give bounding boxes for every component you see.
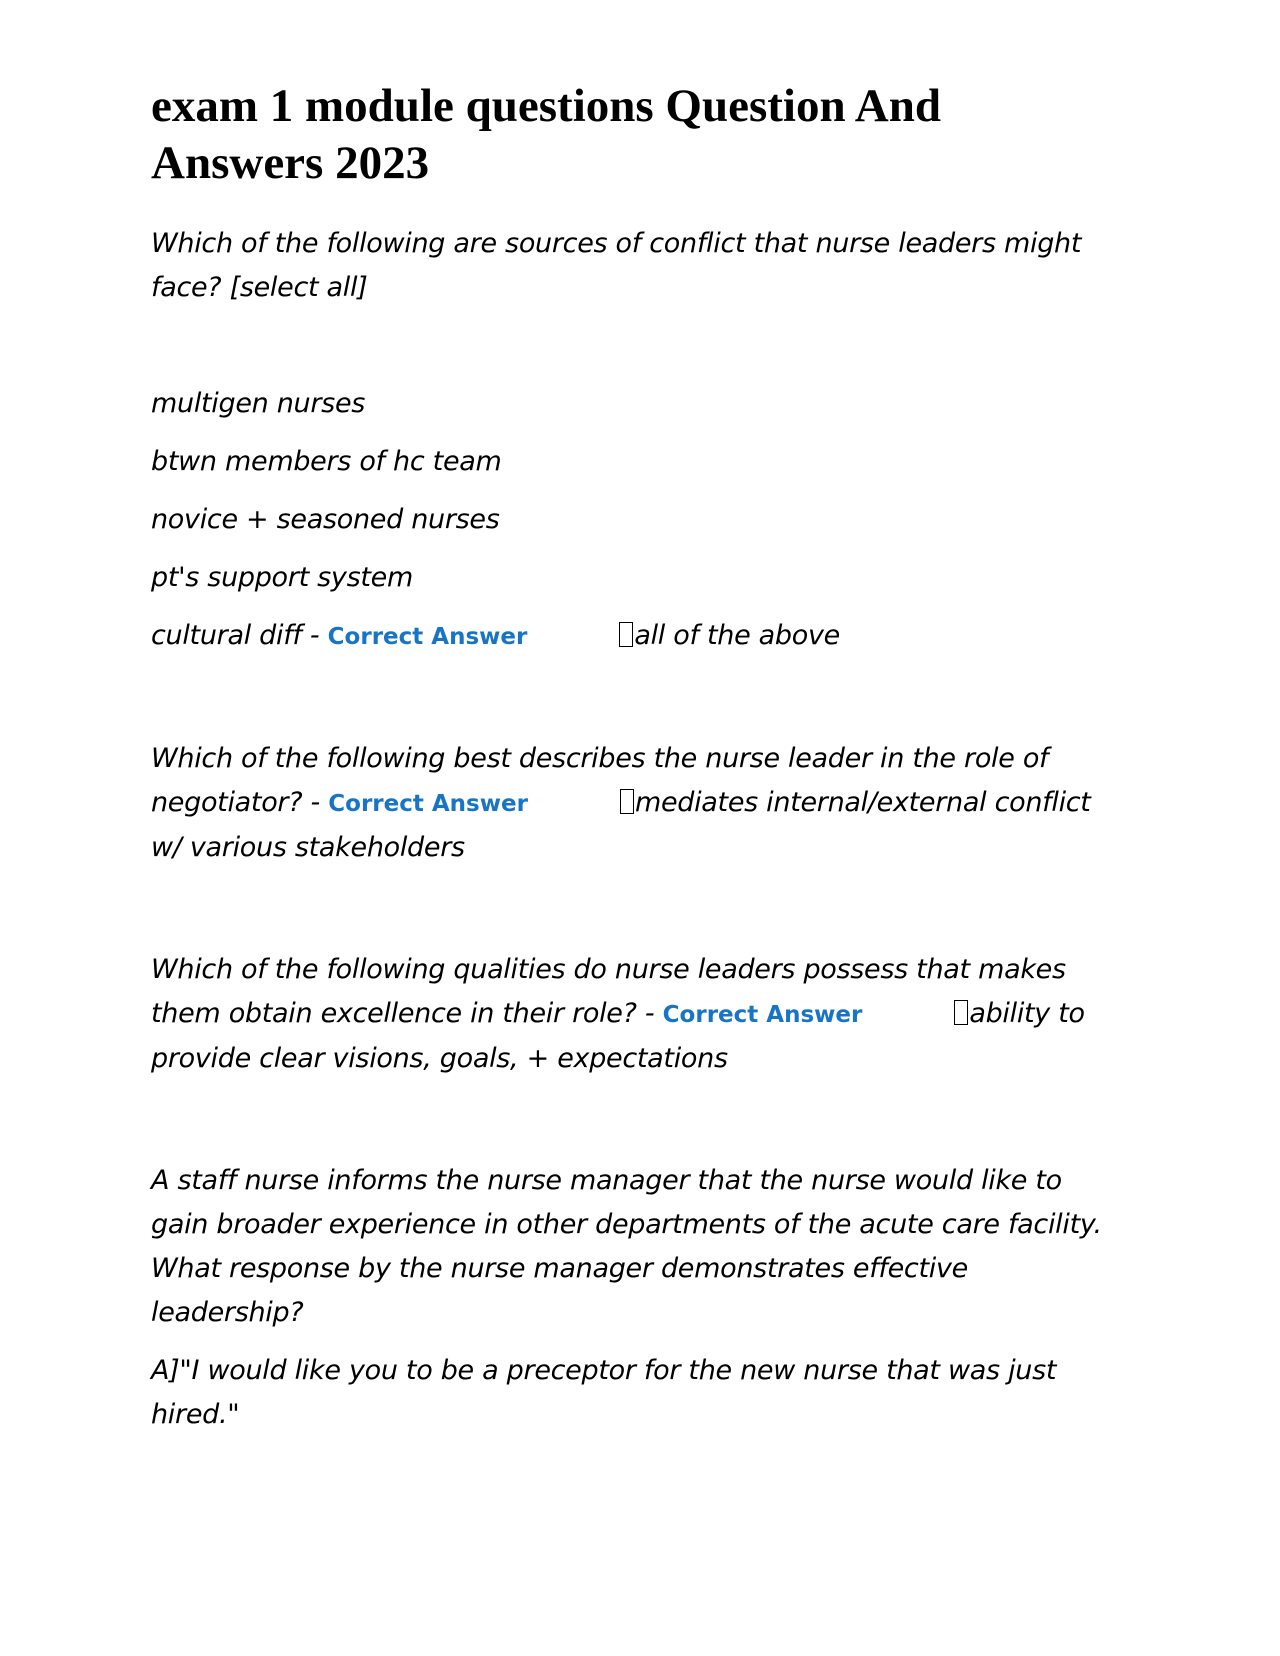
- question-4-text: A staff nurse informs the nurse manager that the nurse would like to gain broader experience in other departments of the acute care facility. What response by the nurse manager demonstrates effective leadership?: [151, 1165, 1102, 1328]
- question-1-answer-line: [151, 614, 1121, 659]
- correct-answer-label: Correct Answer: [662, 1002, 863, 1028]
- document-body: [151, 222, 1121, 1437]
- question-2-text: Which of the following best describes the nurse leader in the role of negotiator? -: [151, 743, 1049, 818]
- document-page: [151, 78, 1121, 1437]
- correct-answer-label: Correct Answer: [327, 624, 528, 650]
- missing-glyph-box-icon: [954, 1000, 968, 1025]
- spacer: [151, 310, 1121, 354]
- question-1-text: Which of the following are sources of conflict that nurse leaders might face? [select all]: [151, 228, 1082, 303]
- spacer: [151, 354, 1121, 382]
- missing-glyph-box-icon: [620, 789, 634, 814]
- question-2-answer: mediates internal/external conflict w/ various stakeholders: [151, 787, 1091, 863]
- question-1-option: btwn members of hc team: [151, 446, 502, 477]
- correct-answer-label: Correct Answer: [328, 791, 528, 817]
- missing-glyph-box-icon: [619, 622, 633, 647]
- question-1-option: novice + seasoned nurses: [151, 504, 500, 535]
- question-1-last-option: cultural diff -: [151, 620, 320, 651]
- question-3-answer: ability to provide clear visions, goals, + expectations: [151, 998, 1085, 1074]
- question-3-block: [151, 948, 1121, 1081]
- question-1-option: pt's support system: [151, 562, 413, 593]
- question-3-text: Which of the following qualities do nurse leaders possess that makes them obtain excellence in their role? -: [151, 954, 1066, 1029]
- question-4-option-a: A]"I would like you to be a preceptor for the new nurse that was just hired.": [151, 1355, 1057, 1430]
- document-title: exam 1 module questions Question And Answers 2023: [151, 80, 942, 189]
- question-1-answer: all of the above: [634, 620, 840, 651]
- question-1-option: multigen nurses: [151, 388, 366, 419]
- question-2-block: [151, 737, 1121, 870]
